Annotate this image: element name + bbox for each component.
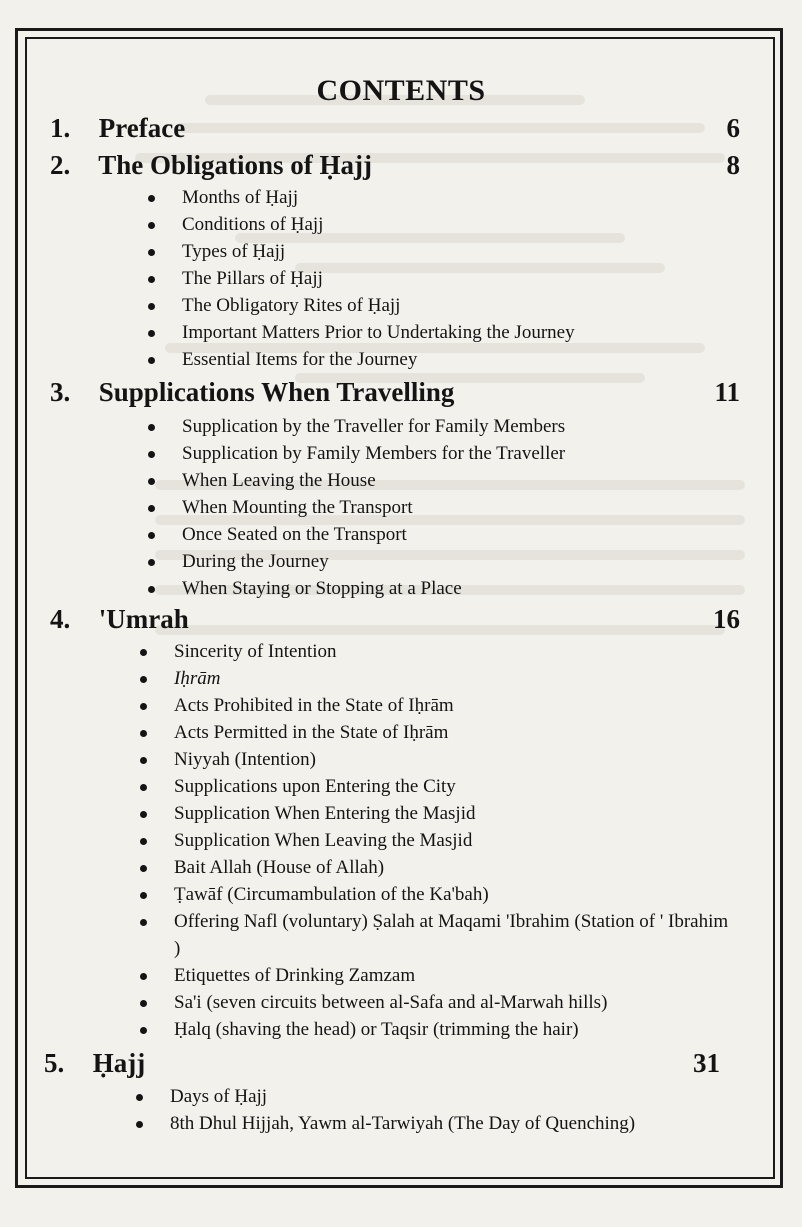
chapter-2-item-list xyxy=(148,184,575,373)
list-item: Important Matters Prior to Undertaking the Journey xyxy=(148,319,575,346)
list-item: Ḥalq (shaving the head) or Taqsir (trimming the hair) xyxy=(140,1016,734,1043)
page-title: CONTENTS xyxy=(316,74,486,107)
list-item: Months of Ḥajj xyxy=(148,184,575,211)
chapter-page-number: 6 xyxy=(726,113,740,143)
chapter-heading-5 xyxy=(44,1048,740,1084)
chapter-4-item-list xyxy=(140,638,734,1043)
chapter-title: Preface xyxy=(98,113,186,143)
list-item: Acts Permitted in the State of Iḥrām xyxy=(140,719,734,746)
chapter-title: Supplications When Travelling xyxy=(98,377,455,407)
chapter-heading-4 xyxy=(50,604,740,640)
chapter-page-number: 8 xyxy=(726,150,740,180)
chapter-heading-2 xyxy=(50,150,740,186)
chapter-number: 4. xyxy=(50,604,71,634)
list-item: During the Journey xyxy=(148,548,565,575)
list-item: When Leaving the House xyxy=(148,467,565,494)
list-item: Once Seated on the Transport xyxy=(148,521,565,548)
chapter-title: 'Umrah xyxy=(98,604,189,634)
chapter-3-item-list xyxy=(148,413,565,602)
chapter-number: 2. xyxy=(50,150,71,180)
list-item: Supplications upon Entering the City xyxy=(140,773,734,800)
list-item: Bait Allah (House of Allah) xyxy=(140,854,734,881)
list-item: Supplication by Family Members for the Traveller xyxy=(148,440,565,467)
list-item: Supplication When Leaving the Masjid xyxy=(140,827,734,854)
chapter-heading-3 xyxy=(50,377,740,413)
chapter-title: Ḥajj xyxy=(92,1048,146,1078)
list-item: Iḥrām xyxy=(140,665,734,692)
list-item: The Pillars of Ḥajj xyxy=(148,265,575,292)
list-item: The Obligatory Rites of Ḥajj xyxy=(148,292,575,319)
chapter-heading-1 xyxy=(50,113,740,149)
list-item: Types of Ḥajj xyxy=(148,238,575,265)
chapter-number: 1. xyxy=(50,113,71,143)
list-item: Conditions of Ḥajj xyxy=(148,211,575,238)
list-item: Etiquettes of Drinking Zamzam xyxy=(140,962,734,989)
list-item: When Staying or Stopping at a Place xyxy=(148,575,565,602)
list-item: Offering Nafl (voluntary) Ṣalah at Maqami 'Ibrahim (Station of ' Ibrahim ) xyxy=(140,908,734,962)
chapter-number: 5. xyxy=(44,1048,65,1078)
list-item: Sincerity of Intention xyxy=(140,638,734,665)
chapter-page-number: 31 xyxy=(693,1048,720,1078)
list-item: Essential Items for the Journey xyxy=(148,346,575,373)
chapter-page-number: 11 xyxy=(714,377,740,407)
list-item: Supplication by the Traveller for Family Members xyxy=(148,413,565,440)
list-item: Niyyah (Intention) xyxy=(140,746,734,773)
list-item: When Mounting the Transport xyxy=(148,494,565,521)
chapter-page-number: 16 xyxy=(713,604,740,634)
chapter-number: 3. xyxy=(50,377,71,407)
list-item: Acts Prohibited in the State of Iḥrām xyxy=(140,692,734,719)
chapter-5-item-list xyxy=(136,1083,635,1137)
list-item: 8th Dhul Hijjah, Yawm al-Tarwiyah (The Day of Quenching) xyxy=(136,1110,635,1137)
chapter-title: The Obligations of Ḥajj xyxy=(98,150,373,180)
list-item: Sa'i (seven circuits between al-Safa and al-Marwah hills) xyxy=(140,989,734,1016)
list-item: Days of Ḥajj xyxy=(136,1083,635,1110)
list-item: Supplication When Entering the Masjid xyxy=(140,800,734,827)
list-item: Ṭawāf (Circumambulation of the Ka'bah) xyxy=(140,881,734,908)
